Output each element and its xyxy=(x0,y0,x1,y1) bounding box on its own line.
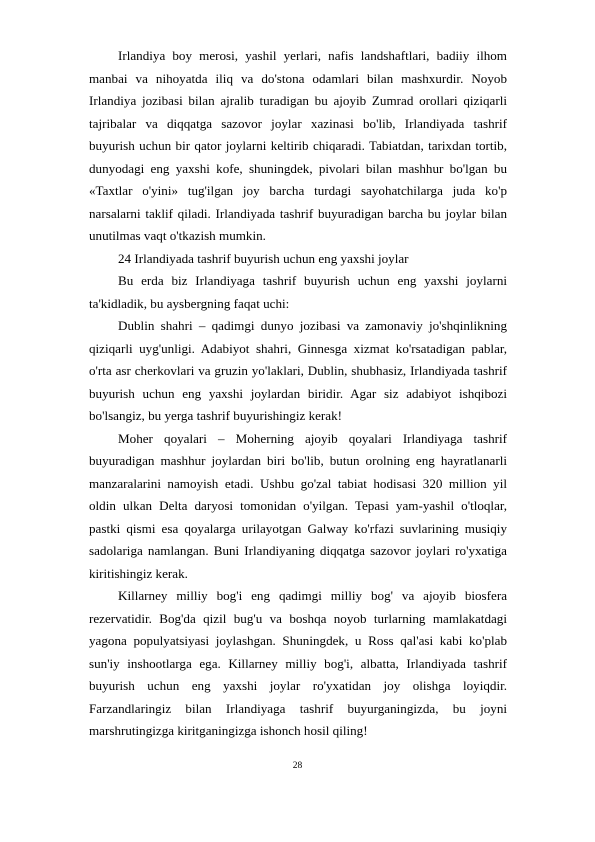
section-heading: 24 Irlandiyada tashrif buyurish uchun eng yaxshi joylar xyxy=(118,250,409,266)
paragraph-intro: Irlandiya boy merosi, yashil yerlari, nafis landshaftlari, badiiy ilhom manbai va nihoyatda iliq va do'stona odamlari bilan mashxurdir. Noyob Irlandiya jozibasi bilan ajralib turadigan bu ajoyib Zumrad orollari qiziqarli tajribalar va diqqatga sazovor joylar xazinasi bo'lib, Irlandiyada tashrif buyurish uchun bir qator joylarni keltirib chiqaradi. Tabiatdan, tarixdan tortib, dunyodagi eng yaxshi kofe, shuningdek, pivolari bilan mashhur bo'lgan bu «Taxtlar o'yini» tug'ilgan joy barcha turdagi sayohatchilarga juda ko'p narsalarni taklif qiladi. Irlandiyada tashrif buyuradigan barcha bu joylar bilan unutilmas vaqt o'tkazish mumkin. xyxy=(89,48,507,243)
paragraph-cliffs-of-moher: Moher qoyalari – Moherning ajoyib qoyalari Irlandiyaga tashrif buyuradigan mashhur joylardan biri bo'lib, butun orolning eng hayratlanarli manzaralarini namoyish etadi. Ushbu go'zal tabiat hodisasi 320 million yil oldin ulkan Delta daryosi tomonidan o'yilgan. Tepasi yam-yashil o'tloqlar, pastki qismi esa qoyalarga urilayotgan Galway ko'rfazi suvlarining musiqiy sadolariga namlangan. Buni Irlandiyaning diqqatga sazovor joylari ro'yxatiga kiritishingiz kerak. xyxy=(89,430,507,581)
paragraph-killarney: Killarney milliy bog'i eng qadimgi milliy bog' va ajoyib biosfera rezervatidir. Bog'da qizil bug'u va boshqa noyob turlarning mamlakatdagi yagona populyatsiyasi joylashgan. Shuningdek, u Ross qal'asi kabi ko'plab sun'iy inshootlarga ega. Killarney milliy bog'i, albatta, Irlandiyada tashrif buyurish uchun eng yaxshi joylar ro'yxatidan joy olishga loyiqdir. Farzandlaringiz bilan Irlandiyaga tashrif buyurganingizda, bu joyni marshrutingizga kiritganingizga ishonch hosil qiling! xyxy=(89,588,507,738)
page-number: 28 xyxy=(292,761,303,771)
paragraph-overview: Bu erda biz Irlandiyaga tashrif buyurish uchun eng yaxshi joylarni ta'kidladik, bu aysbergning faqat uchi: xyxy=(89,273,507,311)
document-body xyxy=(89,45,507,743)
paragraph-dublin: Dublin shahri – qadimgi dunyo jozibasi va zamonaviy jo'shqinlikning qiziqarli uyg'unligi. Adabiyot shahri, Ginnesga xizmat ko'rsatadigan pablar, o'rta asr cherkovlari va gruzin yo'laklari, Dublin, shubhasiz, Irlandiyada tashrif buyurish uchun eng yaxshi joylardan biridir. Agar siz adabiyot ishqibozi bo'lsangiz, bu yerga tashrif buyurishingiz kerak! xyxy=(89,318,507,423)
